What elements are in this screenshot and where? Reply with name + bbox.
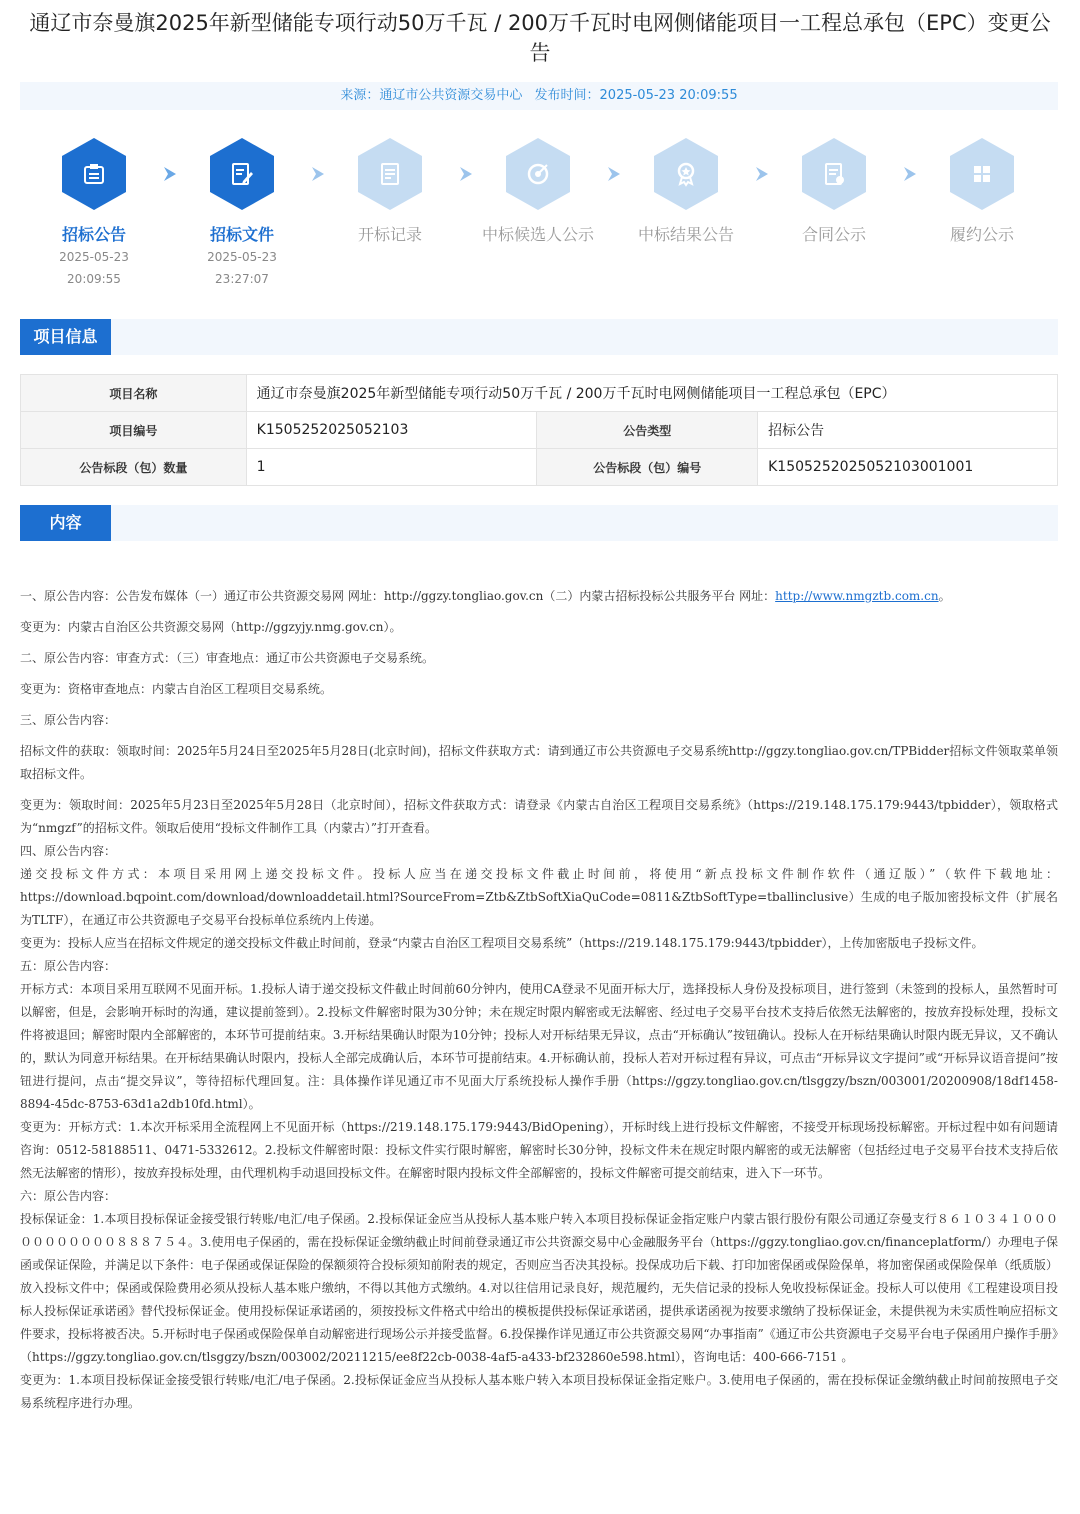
step-label: 中标候选人公示 [481,225,594,244]
step-time: 23:27:07 [215,272,269,286]
step-award-result[interactable] [612,138,760,246]
step-label: 中标结果公告 [637,225,734,244]
source-text: 来源：通辽市公共资源交易中心 [340,88,523,103]
publish-time-text: 发布时间：2025-05-23 20:09:55 [534,88,738,103]
step-label: 招标公告 [61,225,126,244]
paragraph: 五：原公告内容： [20,959,117,973]
notice-type-value: 招标公告 [758,412,1058,449]
step-opening-record[interactable] [316,138,464,246]
grid-icon [950,138,1014,210]
step-label: 合同公示 [801,225,866,244]
section-tag: 内容 [20,505,111,541]
project-info-header [20,319,1058,355]
project-code-label: 项目编号 [21,412,247,449]
step-bid-document[interactable] [168,138,316,290]
paragraph: 投标保证金：1.本项目投标保证金接受银行转账/电汇/电子保函。2.投标保证金应当从投标人基本账户转入本项目投标保证金指定账户内蒙古银行股份有限公司通辽奈曼支行８６１０３４１０００００００００００８８８７５４。3.使用电子保函的，需在投标保证金缴纳截止时间前登录通辽市公共资源交易中心金融服务平台（https://ggzy.tongliao.gov.cn/financeplatform/）办理电子保函或保证保险，并满足以下条件：电子保函或保证保险的保额须符合投标须知前附表的规定，否则应当否决其投标。投保成功后下载、打印加密保函或保险保单，将加密保函或保险保单（纸质版）放入投标文件中；保函或保险费用必须从投标人基本账户缴纳，不得以其他方式缴纳。4.对以往信用记录良好，规范履约，无失信记录的投标人免收投标保证金。投标人可以使用《工程建设项目投标人投标保证承诺函》替代投标保证金。使用投标保证承诺函的，须按投标文件格式中给出的模板提供投标保证承诺函，提供承诺函视为按要求缴纳了投标保证金，未提供视为未实质性响应招标文件要求，投标将被否决。5.开标时电子保函或保险保单自动解密进行现场公示并接受监督。6.投保操作详见通辽市公共资源交易网“办事指南”《通辽市公共资源电子交易平台电子保函用户操作手册》（https://ggzy.tongliao.gov.cn/tlsggzy/bszn/003002/20211215/ee8f22cb-0038-4af5-a433-bf232860e598.html），咨询电话：400-666-7151 。 [20,1212,1058,1364]
paragraph: 变更为：投标人应当在招标文件规定的递交投标文件截止时间前，登录“内蒙古自治区工程项目交易系统”（https://219.148.175.179:9443/tpbidder），上传加密版电子投标文件。 [20,936,984,950]
record-icon [358,138,422,210]
text: 。 [938,589,951,603]
paragraph: 变更为：开标方式：1.本次开标采用全流程网上不见面开标（https://219.148.175.179:9443/BidOpening），开标时线上进行投标文件解密，不接受开标现场投标解密。开标过程中如有问题请咨询：0512-58188511、0471-5332612。2.投标文件解密时限：投标文件实行限时解密，解密时长30分钟，投标文件未在规定时限内解密的或无法解密（包括经过电子交易平台技术支持后依然无法解密的情形），按放弃投标处理，由代理机构手动退回投标文件。在解密时限内投标文件全部解密的，投标文件解密可提交前结束，进入下一环节。 [20,1120,1058,1180]
table-row [21,412,1058,449]
page-title: 通辽市奈曼旗2025年新型储能专项行动50万千瓦 / 200万千瓦时电网侧储能项目一工程总承包（EPC）变更公告 [29,11,1051,65]
process-steps [20,138,1060,298]
section-count-label: 公告标段（包）数量 [21,449,247,486]
paragraph: 六：原公告内容： [20,1189,117,1203]
section-code-value: K1505252025052103001001 [758,449,1058,486]
publish-meta-bar [20,82,1058,110]
step-label: 招标文件 [209,225,274,244]
project-code-value: K1505252025052103 [246,412,537,449]
notice-type-label: 公告类型 [537,412,758,449]
section-tag: 项目信息 [20,319,111,355]
step-date: 2025-05-23 [207,250,277,264]
nmgztb-link[interactable]: http://www.nmgztb.com.cn [775,589,939,603]
step-bid-notice[interactable] [20,138,168,290]
notice-icon [62,138,126,210]
announcement-content [20,585,1058,1415]
table-row [21,375,1058,412]
step-contract-publicity[interactable] [760,138,908,246]
step-performance-publicity[interactable] [908,138,1056,246]
paragraph: 四、原公告内容： [20,844,117,858]
award-icon [654,138,718,210]
paragraph: 变更为：1.本项目投标保证金接受银行转账/电汇/电子保函。2.投标保证金应当从投标人基本账户转入本项目投标保证金指定账户。3.使用电子保函的，需在投标保证金缴纳截止时间前按照电子交易系统程序进行办理。 [20,1373,1058,1410]
document-edit-icon [210,138,274,210]
project-name-value: 通辽市奈曼旗2025年新型储能专项行动50万千瓦 / 200万千瓦时电网侧储能项目一工程总承包（EPC） [246,375,1057,412]
paragraph: 二、原公告内容：审查方式：（三）审查地点：通辽市公共资源电子交易系统。 [20,651,435,665]
step-label: 开标记录 [357,225,422,244]
content-header [20,505,1058,541]
paragraph: 变更为：内蒙古自治区公共资源交易网（http://ggzyjy.nmg.gov.cn）。 [20,620,402,634]
project-name-label: 项目名称 [21,375,247,412]
contract-icon [802,138,866,210]
step-label: 履约公示 [949,225,1014,244]
step-candidate-publicity[interactable] [464,138,612,246]
paragraph: 递交投标文件方式：本项目采用网上递交投标文件。投标人应当在递交投标文件截止时间前，将使用“新点投标文件制作软件（通辽版）”（软件下载地址：https://download.bqpoint.com/download/downloaddetail.html?SourceFrom=Ztb&ZtbSoftXiaQuCode=0811&ZtbSoftType=tballinclusive）生成的电子版加密投标文件（扩展名为TLTF），在通辽市公共资源电子交易平台投标单位系统内上传递。 [20,867,1058,927]
project-info-table [20,374,1058,486]
section-count-value: 1 [246,449,537,486]
paragraph: 变更为：资格审查地点：内蒙古自治区工程项目交易系统。 [20,682,333,696]
text: 一、原公告内容：公告发布媒体（一）通辽市公共资源交易网 网址：http://ggzy.tongliao.gov.cn（二）内蒙古招标投标公共服务平台 网址： [20,589,776,603]
step-date: 2025-05-23 [59,250,129,264]
section-code-label: 公告标段（包）编号 [537,449,758,486]
target-icon [506,138,570,210]
paragraph: 招标文件的获取：领取时间：2025年5月24日至2025年5月28日(北京时间)，招标文件获取方式：请到通辽市公共资源电子交易系统http://ggzy.tongliao.gov.cn/TPBidder招标文件领取菜单领取招标文件。 [20,744,1058,781]
paragraph: 变更为：领取时间：2025年5月23日至2025年5月28日（北京时间），招标文件获取方式：请登录《内蒙古自治区工程项目交易系统》（https://219.148.175.179:9443/tpbidder），领取格式为“nmgzf”的招标文件。领取后使用“投标文件制作工具（内蒙古）”打开查看。 [20,798,1058,835]
table-row [21,449,1058,486]
paragraph: 三、原公告内容： [20,713,117,727]
paragraph [20,585,1058,608]
step-time: 20:09:55 [67,272,121,286]
paragraph: 开标方式：本项目采用互联网不见面开标。1.投标人请于递交投标文件截止时间前60分钟内，使用CA登录不见面开标大厅，选择投标人身份及投标项目，进行签到（未签到的投标人，虽然暂时可以解密，但是，会影响开标时的沟通，建议提前签到）。2.投标文件解密时限为30分钟；未在规定时限内解密或无法解密、经过电子交易平台技术支持后依然无法解密的，按放弃投标处理，投标文件将被退回；解密时限内全部解密的，本环节可提前结束。3.开标结果确认时限为10分钟；投标人对开标结果无异议，点击“开标确认”按钮确认。投标人在开标结果确认时限内既无异议，又不确认的，默认为同意开标结果。在开标结果确认时限内，投标人全部完成确认后，本环节可提前结束。4.开标确认前，投标人若对开标过程有异议，可点击“开标异议文字提问”或“开标异议语音提问”按钮进行提问，点击“提交异议”，等待招标代理回复。注：具体操作详见通辽市不见面大厅系统投标人操作手册（https://ggzy.tongliao.gov.cn/tlsggzy/bszn/003001/20200908/18df1458-8894-45dc-8753-63d1a2db10fd.html）。 [20,982,1058,1111]
